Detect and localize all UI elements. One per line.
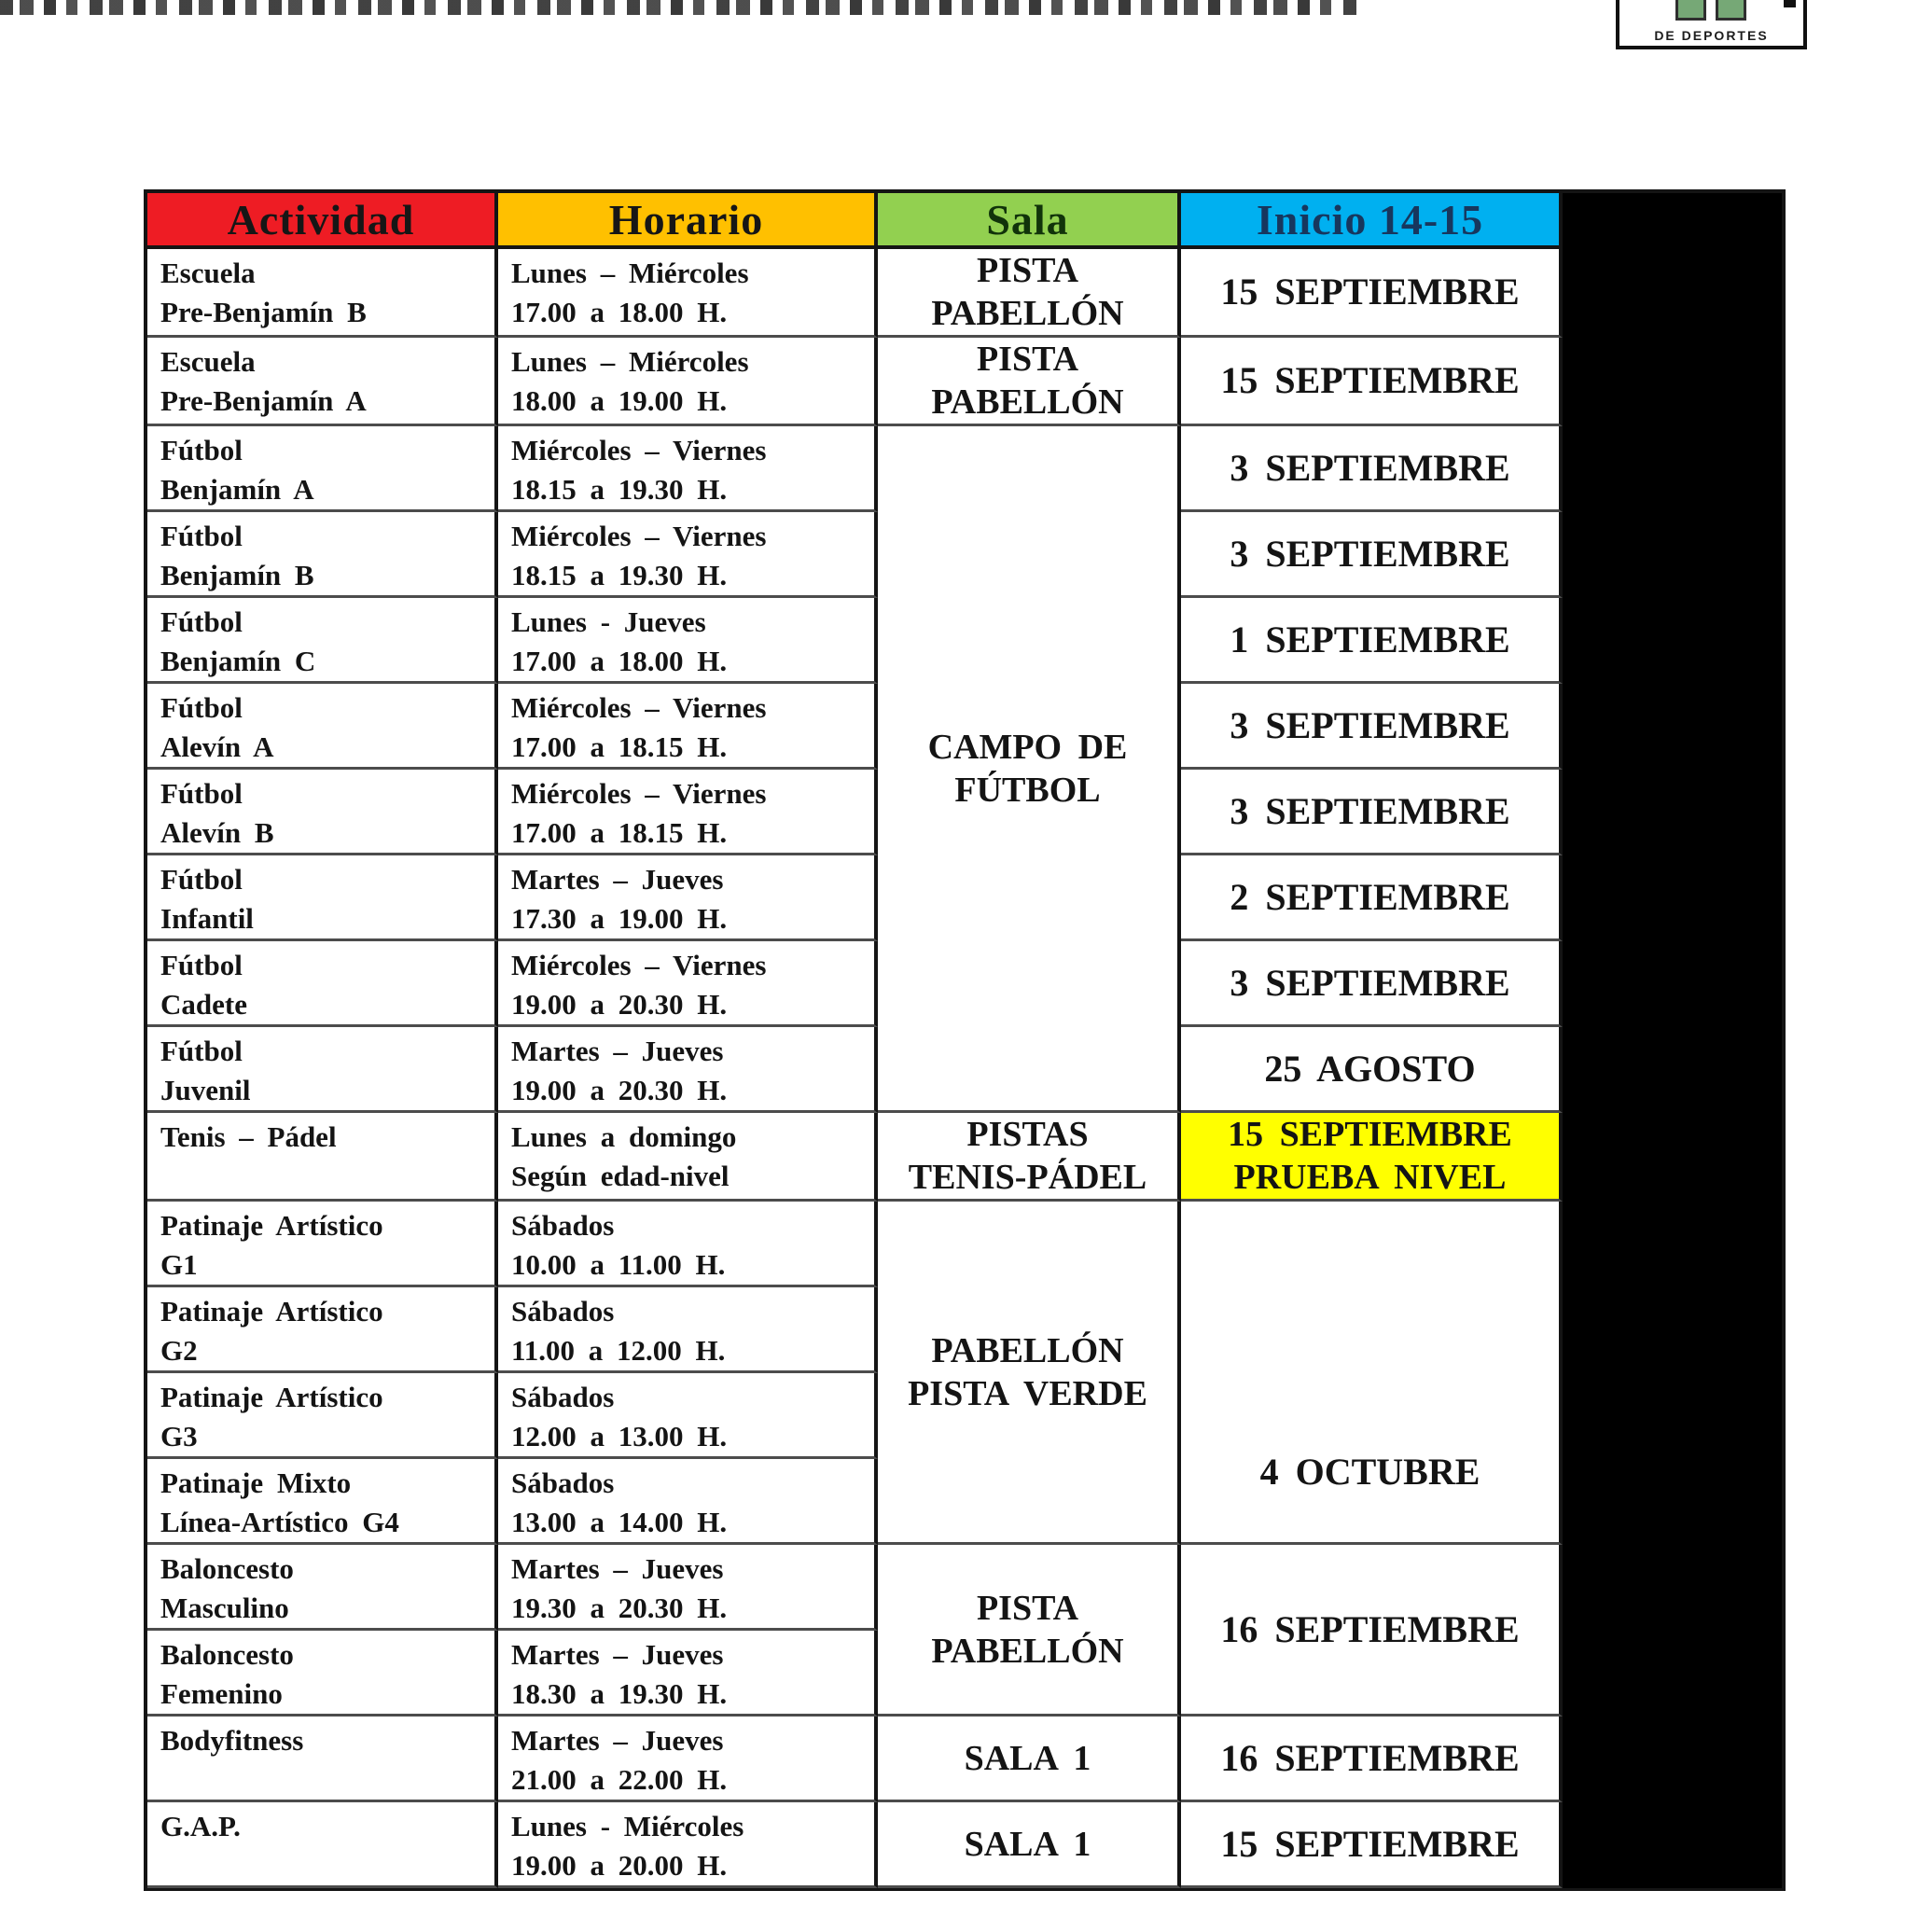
cell-actividad — [147, 1631, 498, 1717]
header-label: Horario — [608, 195, 764, 243]
cell-line: PABELLÓN — [931, 1330, 1124, 1370]
cell-actividad — [147, 1545, 498, 1631]
cell-line: 18.15 a 19.30 H. — [511, 473, 728, 506]
cell-line: 18.30 a 19.30 H. — [511, 1677, 728, 1710]
cell-horario — [498, 426, 878, 512]
cell-line: Lunes – Miércoles — [511, 257, 749, 289]
cell-line: PRUEBA NIVEL — [1233, 1158, 1507, 1197]
cell-sala — [878, 338, 1181, 426]
cell-line: PISTA VERDE — [908, 1373, 1147, 1413]
cell-line: TENIS-PÁDEL — [908, 1158, 1147, 1197]
cell-inicio — [1181, 941, 1563, 1027]
cell-actividad — [147, 1717, 498, 1802]
cell-actividad — [147, 1459, 498, 1545]
header-label: Inicio 14-15 — [1256, 195, 1484, 243]
cell-line: Masculino — [160, 1591, 289, 1624]
page-number-fragment — [1784, 0, 1796, 7]
cell-line: 17.00 a 18.15 H. — [511, 816, 728, 849]
cell-sala — [878, 1802, 1181, 1888]
cell-horario — [498, 1027, 878, 1113]
cell-line: 15 SEPTIEMBRE — [1220, 1822, 1520, 1865]
cell-line: PABELLÓN — [931, 1631, 1124, 1671]
cell-line: Sábados — [511, 1381, 615, 1413]
cell-line: Escuela — [160, 345, 256, 378]
cell-line: Alevín B — [160, 816, 274, 849]
cell-line: 16 SEPTIEMBRE — [1220, 1736, 1520, 1779]
cell-line: Lunes – Miércoles — [511, 345, 749, 378]
logo-squares — [1675, 0, 1746, 21]
cell-line: PISTAS — [966, 1115, 1089, 1154]
cell-line: Infantil — [160, 902, 254, 935]
cell-actividad — [147, 598, 498, 684]
cell-actividad — [147, 684, 498, 770]
cell-actividad — [147, 1802, 498, 1888]
logo-green-square — [1675, 0, 1706, 21]
cell-line: Fútbol — [160, 949, 243, 981]
cell-inicio — [1181, 426, 1563, 512]
cell-line: G2 — [160, 1334, 198, 1367]
cell-line: 17.30 a 19.00 H. — [511, 902, 728, 935]
blacked-out-column — [1563, 193, 1782, 1888]
cell-line: Miércoles – Viernes — [511, 434, 767, 466]
cell-horario — [498, 770, 878, 855]
schedule-table — [144, 189, 1786, 1891]
cell-line: Patinaje Artístico — [160, 1209, 383, 1242]
cell-horario — [498, 941, 878, 1027]
cell-line: 18.00 a 19.00 H. — [511, 384, 728, 417]
cell-line: Miércoles – Viernes — [511, 520, 767, 552]
cell-actividad — [147, 1113, 498, 1202]
cell-line: Martes – Jueves — [511, 1724, 724, 1757]
cell-line: 21.00 a 22.00 H. — [511, 1763, 728, 1796]
cell-actividad — [147, 1027, 498, 1113]
cell-inicio — [1181, 855, 1563, 941]
cell-line: Tenis – Pádel — [160, 1120, 337, 1153]
cell-inicio — [1181, 1802, 1563, 1888]
cell-line: Fútbol — [160, 1035, 243, 1067]
header-actividad — [147, 193, 498, 249]
header-label: Actividad — [227, 195, 415, 243]
cell-line: 16 SEPTIEMBRE — [1220, 1607, 1520, 1650]
cell-line: 2 SEPTIEMBRE — [1230, 875, 1510, 918]
cell-line: Lunes a domingo — [511, 1120, 737, 1153]
cutoff-title-fragment — [0, 0, 1357, 15]
cell-line: 25 AGOSTO — [1264, 1047, 1476, 1090]
cell-line: 17.00 a 18.00 H. — [511, 296, 728, 328]
cell-line: Martes – Jueves — [511, 1035, 724, 1067]
cell-line: 19.00 a 20.30 H. — [511, 988, 728, 1021]
cell-actividad — [147, 855, 498, 941]
cell-line: Fútbol — [160, 691, 243, 724]
cell-line: Baloncesto — [160, 1638, 294, 1671]
logo-caption: DE DEPORTES — [1654, 28, 1769, 43]
cell-line: Martes – Jueves — [511, 1552, 724, 1585]
cell-line: Lunes - Jueves — [511, 605, 706, 638]
cell-line: 3 SEPTIEMBRE — [1230, 446, 1510, 489]
cell-line: CAMPO DE — [927, 727, 1128, 767]
cell-sala — [878, 1545, 1181, 1717]
cell-line: 3 SEPTIEMBRE — [1230, 789, 1510, 832]
cell-actividad — [147, 941, 498, 1027]
cell-horario — [498, 1202, 878, 1287]
cell-inicio — [1181, 1202, 1563, 1545]
cell-line: 15 SEPTIEMBRE — [1220, 359, 1520, 401]
cell-actividad — [147, 1373, 498, 1459]
cell-line: 17.00 a 18.15 H. — [511, 730, 728, 763]
cell-line: Patinaje Artístico — [160, 1295, 383, 1327]
header-sala — [878, 193, 1181, 249]
cell-line: Patinaje Mixto — [160, 1466, 352, 1499]
cell-line: Benjamín B — [160, 559, 314, 591]
cell-horario — [498, 1287, 878, 1373]
cell-line: 10.00 a 11.00 H. — [511, 1248, 726, 1281]
cell-line: Baloncesto — [160, 1552, 294, 1585]
cell-horario — [498, 1631, 878, 1717]
cell-line: FÚTBOL — [954, 770, 1101, 810]
logo-green-square — [1716, 0, 1746, 21]
cell-line: SALA 1 — [964, 1824, 1091, 1864]
cell-line: Sábados — [511, 1295, 615, 1327]
cell-horario — [498, 338, 878, 426]
cell-line: Alevín A — [160, 730, 274, 763]
cell-line: 19.30 a 20.30 H. — [511, 1591, 728, 1624]
cell-actividad — [147, 338, 498, 426]
cell-line: 1 SEPTIEMBRE — [1230, 618, 1510, 660]
cell-sala — [878, 1717, 1181, 1802]
cell-actividad — [147, 1287, 498, 1373]
cell-horario — [498, 1545, 878, 1631]
cell-line: Cadete — [160, 988, 247, 1021]
cell-line: 13.00 a 14.00 H. — [511, 1506, 728, 1538]
cell-line: G.A.P. — [160, 1810, 241, 1842]
cell-inicio — [1181, 1545, 1563, 1717]
cell-line: Sábados — [511, 1209, 615, 1242]
cell-horario — [498, 1459, 878, 1545]
cell-horario — [498, 598, 878, 684]
cell-line: Femenino — [160, 1677, 283, 1710]
cell-actividad — [147, 512, 498, 598]
cell-line: 4 OCTUBRE — [1259, 1451, 1480, 1493]
cell-line: Fútbol — [160, 434, 243, 466]
cell-line: Juvenil — [160, 1074, 251, 1106]
cell-line: 3 SEPTIEMBRE — [1230, 703, 1510, 746]
cell-horario — [498, 684, 878, 770]
cell-actividad — [147, 770, 498, 855]
cell-actividad — [147, 426, 498, 512]
cell-line: Benjamín A — [160, 473, 314, 506]
cell-inicio — [1181, 338, 1563, 426]
cell-sala — [878, 426, 1181, 1113]
cell-horario — [498, 249, 878, 338]
cell-line: Escuela — [160, 257, 256, 289]
header-horario — [498, 193, 878, 249]
cell-actividad — [147, 249, 498, 338]
cell-line: G3 — [160, 1420, 198, 1452]
cell-line: Según edad-nivel — [511, 1160, 730, 1192]
cell-line: Pre-Benjamín A — [160, 384, 367, 417]
cell-line: Martes – Jueves — [511, 1638, 724, 1671]
cell-line: Miércoles – Viernes — [511, 777, 767, 810]
cell-line: Fútbol — [160, 863, 243, 896]
cell-inicio — [1181, 1027, 1563, 1113]
cell-line: PISTA — [976, 251, 1079, 290]
cell-horario — [498, 1373, 878, 1459]
cell-line: G1 — [160, 1248, 198, 1281]
cell-line: PABELLÓN — [931, 382, 1124, 422]
cell-line: PISTA — [976, 1588, 1079, 1628]
cell-sala — [878, 1202, 1181, 1545]
cell-line: Fútbol — [160, 605, 243, 638]
cell-line: 3 SEPTIEMBRE — [1230, 532, 1510, 575]
cell-line: 12.00 a 13.00 H. — [511, 1420, 728, 1452]
cell-line: Fútbol — [160, 777, 243, 810]
cell-horario — [498, 1717, 878, 1802]
cell-horario — [498, 1113, 878, 1202]
header-label: Sala — [986, 195, 1069, 243]
cell-sala — [878, 1113, 1181, 1202]
cell-actividad — [147, 1202, 498, 1287]
cell-line: 15 SEPTIEMBRE — [1228, 1115, 1512, 1154]
cell-line: 19.00 a 20.30 H. — [511, 1074, 728, 1106]
cell-inicio — [1181, 512, 1563, 598]
cell-inicio — [1181, 770, 1563, 855]
sports-dept-logo — [1616, 0, 1807, 49]
cell-line: Benjamín C — [160, 645, 316, 677]
cell-line: 3 SEPTIEMBRE — [1230, 961, 1510, 1004]
cell-inicio — [1181, 598, 1563, 684]
cell-line: PABELLÓN — [931, 294, 1124, 333]
cell-line: 15 SEPTIEMBRE — [1220, 271, 1520, 313]
cell-line: Lunes - Miércoles — [511, 1810, 744, 1842]
cell-sala — [878, 249, 1181, 338]
cell-line: PISTA — [976, 340, 1079, 379]
cell-line: Fútbol — [160, 520, 243, 552]
cell-line: 19.00 a 20.00 H. — [511, 1849, 728, 1882]
cell-line: SALA 1 — [964, 1738, 1091, 1778]
cell-horario — [498, 512, 878, 598]
cell-line: Miércoles – Viernes — [511, 691, 767, 724]
cell-line: Línea-Artístico G4 — [160, 1506, 399, 1538]
cell-inicio — [1181, 1717, 1563, 1802]
cell-line: 18.15 a 19.30 H. — [511, 559, 728, 591]
cell-line: 17.00 a 18.00 H. — [511, 645, 728, 677]
cell-horario — [498, 1802, 878, 1888]
cell-line: Pre-Benjamín B — [160, 296, 367, 328]
cell-horario — [498, 855, 878, 941]
cell-line: Martes – Jueves — [511, 863, 724, 896]
cell-inicio — [1181, 684, 1563, 770]
cell-line: Miércoles – Viernes — [511, 949, 767, 981]
cell-inicio — [1181, 249, 1563, 338]
cell-inicio — [1181, 1113, 1563, 1202]
cell-line: Patinaje Artístico — [160, 1381, 383, 1413]
cell-line: Sábados — [511, 1466, 615, 1499]
cell-line: 11.00 a 12.00 H. — [511, 1334, 726, 1367]
cell-line: Bodyfitness — [160, 1724, 304, 1757]
header-inicio — [1181, 193, 1563, 249]
